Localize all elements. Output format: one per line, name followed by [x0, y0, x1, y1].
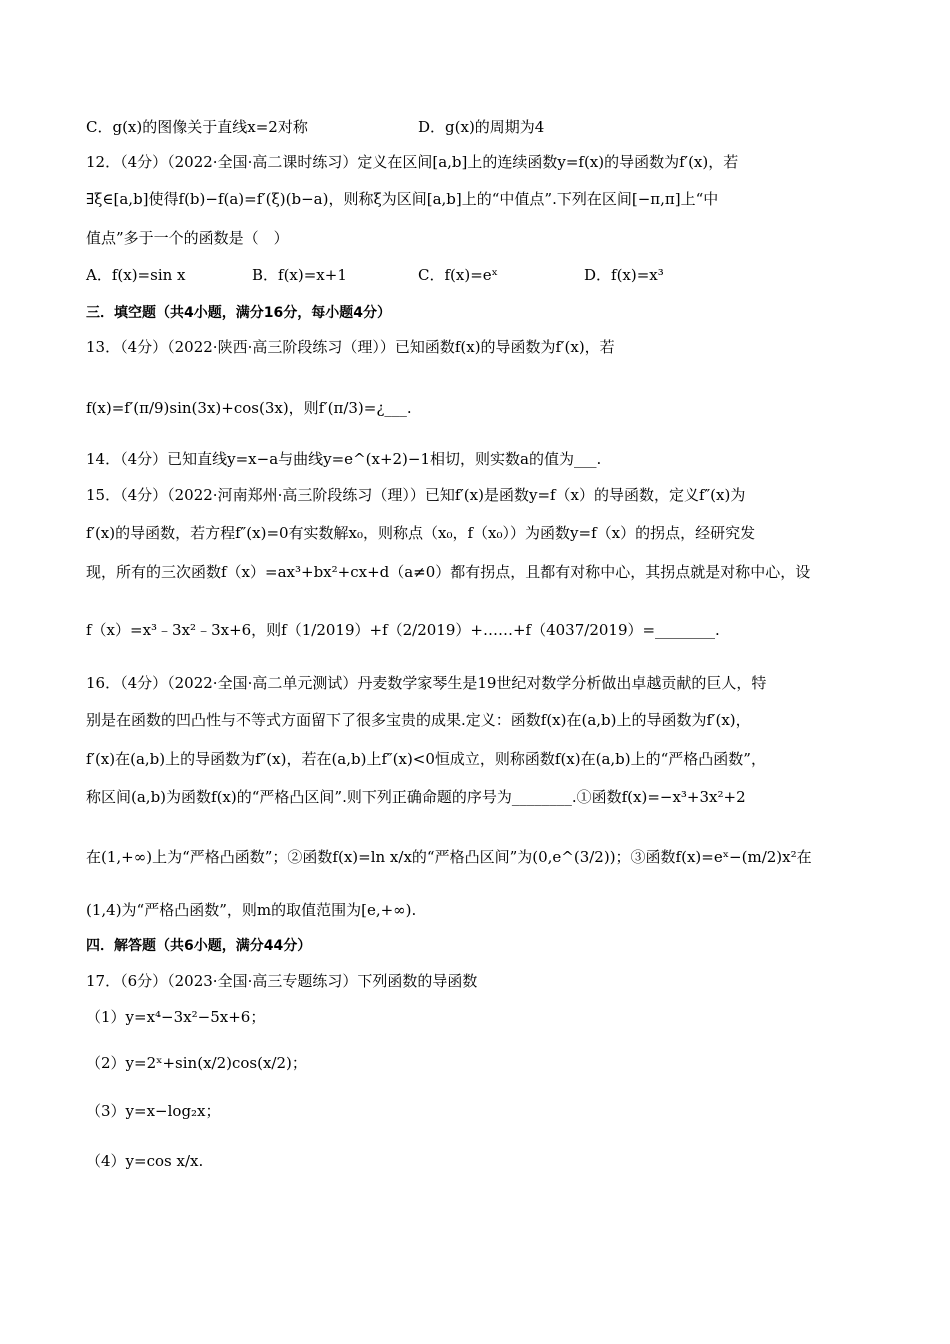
text-line: f（x）=x³﹣3x²﹣3x+6，则f（1/2019）+f（2/2019）+……+f（4037/2019）=________. [86, 621, 720, 639]
text-line: f′(x)在(a,b)上的导函数为f″(x)，若在(a,b)上f″(x)<0恒成立，则称函数f(x)在(a,b)上的“严格凸函数”， [86, 750, 766, 768]
text-line: B．f(x)=x+1 [252, 266, 347, 284]
text-line: (1,4)为“严格凸函数”，则m的取值范围为[e,+∞). [86, 901, 417, 919]
text-line: （2）y=2ˣ+sin(x/2)cos(x/2)； [86, 1054, 307, 1072]
text-line: 现，所有的三次函数f（x）=ax³+bx²+cx+d（a≠0）都有拐点，且都有对称中心，其拐点就是对称中心，设 [86, 563, 811, 581]
text-line: f(x)=f′(π/9)sin(3x)+cos(3x)，则f′(π/3)=¿___. [86, 399, 412, 417]
text-line: 16．（4分）（2022·全国·高二单元测试）丹麦数学家琴生是19世纪对数学分析做出卓越贡献的巨人，特 [86, 674, 767, 692]
text-line: （3）y=x−log₂x； [86, 1102, 221, 1120]
section-heading: 四．解答题（共6小题，满分44分） [86, 938, 312, 954]
text-line: D．g(x)的周期为4 [418, 118, 545, 136]
text-line: 13．（4分）（2022·陕西·高三阶段练习（理））已知函数f(x)的导函数为f′(x)，若 [86, 338, 615, 356]
text-line: f′(x)的导函数，若方程f″(x)=0有实数解x₀，则称点（x₀，f（x₀））为函数y=f（x）的拐点，经研究发 [86, 524, 756, 542]
text-line: D．f(x)=x³ [584, 266, 664, 284]
text-line: ∃ξ∈[a,b]使得f(b)−f(a)=f′(ξ)(b−a)，则称ξ为区间[a,b]上的“中值点”.下列在区间[−π,π]上“中 [86, 190, 719, 208]
text-line: 12．（4分）（2022·全国·高二课时练习）定义在区间[a,b]上的连续函数y=f(x)的导函数为f′(x)，若 [86, 153, 739, 171]
text-line: C．f(x)=eˣ [418, 266, 498, 284]
text-line: A．f(x)=sin x [86, 266, 186, 284]
text-line: C．g(x)的图像关于直线x=2对称 [86, 118, 308, 136]
text-line: 15．（4分）（2022·河南郑州·高三阶段练习（理））已知f′(x)是函数y=f（x）的导函数，定义f″(x)为 [86, 486, 746, 504]
text-line: （4）y=cos x/x. [86, 1152, 204, 1170]
text-line: 17．（6分）（2023·全国·高三专题练习）下列函数的导函数 [86, 972, 478, 990]
text-line: 别是在函数的凹凸性与不等式方面留下了很多宝贵的成果.定义：函数f(x)在(a,b)上的导函数为f′(x)， [86, 711, 751, 729]
text-line: 值点”多于一个的函数是（ ） [86, 229, 289, 247]
text-line: 称区间(a,b)为函数f(x)的“严格凸区间”.则下列正确命题的序号为________.①函数f(x)=−x³+3x²+2 [86, 788, 746, 806]
text-line: 在(1,+∞)上为“严格凸函数”；②函数f(x)=ln x/x的“严格凸区间”为(0,e^(3/2))；③函数f(x)=eˣ−(m/2)x²在 [86, 848, 812, 866]
section-heading: 三．填空题（共4小题，满分16分，每小题4分） [86, 305, 391, 321]
text-line: 14．（4分）已知直线y=x−a与曲线y=e^(x+2)−1相切，则实数a的值为___. [86, 450, 602, 468]
text-line: （1）y=x⁴−3x²−5x+6； [86, 1008, 266, 1026]
